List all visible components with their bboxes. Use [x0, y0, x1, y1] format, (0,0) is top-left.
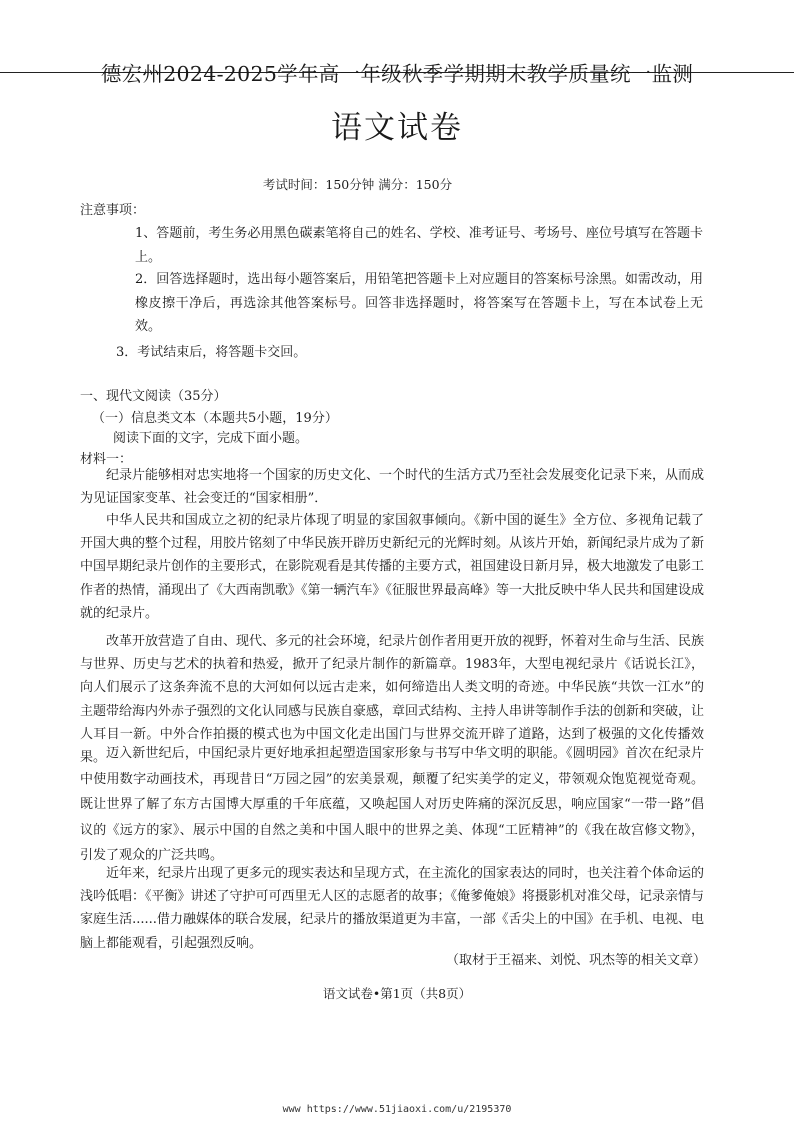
subsection-heading: （一）信息类文本（本题共5小题，19分） — [92, 411, 338, 426]
passage-paragraph: 改革开放营造了自由、现代、多元的社会环境，纪录片创作者用更开放的视野，怀着对生命与生活、民族与世界、历史与艺术的执着和热爱，掀开了纪录片制作的新篇章。1983年，大型电视纪录片《话说长江》，向人们展示了这条奔流不息的大河如何以远古走来，如何缔造出人类文明的奇迹。中华民族“共饮一江水”的主题带给海内外赤子强烈的文化认同感与民族自豪感，章回式结构、主持人串讲等制作手法的创新和突破，让人耳目一新。中外合作拍摄的模式也为中国文化走出国门与世界交流开辟了道路，达到了极强的文化传播效果。 — [80, 634, 705, 766]
passage-paragraph: 近年来，纪录片出现了更多元的现实表达和呈现方式，在主流化的国家表达的同时，也关注着个体命运的浅吟低唱：《平衡》讲述了守护可可西里无人区的志愿者的故事；《俺爹俺娘》将摄影机对准父母，记录亲情与家庭生活......借力融媒体的联合发展，纪录片的播放渠道更为丰富，一部《舌尖上的中国》在手机、电视、电脑上都能观看，引起强烈反响。 — [80, 866, 705, 951]
notice-item: 2．回答选择题时，选出每小题答案后，用铅笔把答题卡上对应题目的答案标号涂黑。如需改动，用橡皮擦干净后，再选涂其他答案标号。回答非选择题时，将答案写在答题卡上，写在本试卷上无效。 — [135, 272, 703, 334]
notice-item: 3．考试结束后，将答题卡交回。 — [116, 345, 307, 360]
passage-paragraph: 中华人民共和国成立之初的纪录片体现了明显的家国叙事倾向。《新中国的诞生》全方位、多视角记载了开国大典的整个过程，用胶片铭刻了中华民族开辟历史新纪元的光辉时刻。从该片开始，新闻纪录片成为了新中国早期纪录片创作的主要形式，在影院观看是其传播的主要方式，祖国建设日新月异，极大地激发了电影工作者的热情，涌现出了《大西南凯歌》《第一辆汽车》《征服世界最高峰》等一大批反映中华人民共和国建设成就的纪录片。 — [80, 513, 705, 621]
watermark-url: www https://www.51jiaoxi.com/u/2195370 — [282, 1104, 512, 1115]
notice-heading: 注意事项： — [80, 203, 146, 218]
exam-info: 考试时间：150分钟 满分：150分 — [262, 177, 453, 192]
material-label: 材料一： — [80, 452, 133, 467]
passage-paragraph: 迈入新世纪后，中国纪录片更好地承担起塑造国家形象与书写中华文明的职能。《圆明园》首次在纪录片中使用数字动画技术，再现昔日“万园之园”的宏美景观，颠覆了纪实美学的定义，带领观众饱览视觉奇观。既让世界了解了东方古国博大厚重的千年底蕴，又唤起国人对历史阵痛的深沉反思，响应国家“一带一路”倡议的《远方的家》、展示中国的自然之美和中国人眼中的世界之美、体现“工匠精神”的《我在故宫修文物》，引发了观众的广泛共鸣。 — [80, 746, 704, 863]
section-heading: 一、现代文阅读（35分） — [80, 389, 227, 404]
reading-instruction: 阅读下面的文字，完成下面小题。 — [113, 431, 309, 446]
page-footer: 语文试卷•第1页（共8页） — [322, 986, 472, 1001]
source-citation: （取材于王福来、刘悦、巩杰等的相关文章） — [445, 953, 706, 968]
notice-item: 1、答题前，考生务必用黑色碳素笔将自己的姓名、学校、准考证号、考场号、座位号填写在答题卡上。 — [135, 226, 703, 265]
passage-paragraph: 纪录片能够相对忠实地将一个国家的历史文化、一个时代的生活方式乃至社会发展变化记录下来，从而成为见证国家变革、社会变迁的“国家相册”． — [80, 468, 705, 507]
page-title: 语文试卷 — [331, 110, 463, 146]
exam-header: 德宏州2024-2025学年高一年级秋季学期期末教学质量统一监测 — [100, 62, 694, 86]
